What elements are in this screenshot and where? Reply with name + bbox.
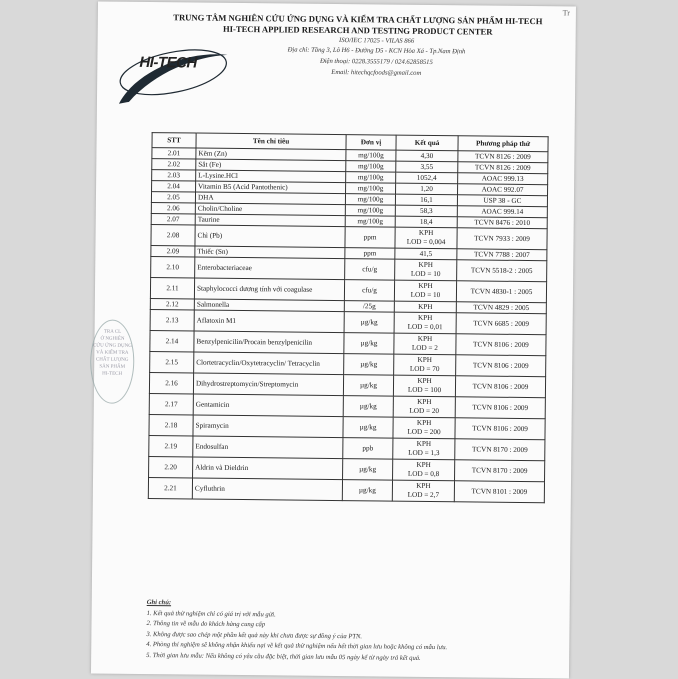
cell-unit: cfu/g <box>345 259 395 281</box>
cell-name: Clortetracyclin/Oxytetracyclin/ Tetracyclin <box>194 352 344 375</box>
result-value: 18,4 <box>419 217 433 226</box>
letterhead <box>98 11 576 77</box>
cell-unit: µg/kg <box>342 480 392 502</box>
cell-name: Gentamicin <box>193 394 343 417</box>
note-item: 5. Thời gian lưu mẫu: Nếu không có yêu cầu đặc biệt, thời gian lưu mẫu 05 ngày kể từ ngày trả kết quả. <box>146 652 421 662</box>
email-line: Email: hitechqcfoods@gmail.com <box>331 68 422 77</box>
org-name-en: HI-TECH APPLIED RESEARCH AND TESTING PRODUCT CENTER <box>222 23 493 37</box>
cell-stt: 2.04 <box>152 181 196 192</box>
result-lod: LOD = 2,7 <box>407 490 440 500</box>
cell-result <box>395 248 457 260</box>
col-header-method: Phương pháp thử <box>458 136 548 152</box>
result-value: KPH <box>417 355 433 365</box>
results-table <box>148 132 549 503</box>
cell-name: Kẽm (Zn) <box>196 148 346 161</box>
cell-unit: mg/100g <box>346 161 396 173</box>
cell-unit: mg/100g <box>345 216 395 228</box>
cell-stt: 2.10 <box>151 257 195 278</box>
cell-unit: mg/100g <box>345 194 395 206</box>
cell-stt: 2.01 <box>152 148 196 159</box>
cell-name: Vitamin B5 (Acid Pantothenic) <box>196 181 346 194</box>
cell-method: AOAC 992.07 <box>458 184 548 196</box>
note-item: 1. Kết quả thử nghiệm chỉ có giá trị với mẫu gửi. <box>146 609 276 618</box>
result-lod: LOD = 100 <box>407 385 442 395</box>
cell-stt: 2.15 <box>150 352 194 373</box>
seal-text: Ở NGHIÊN <box>100 336 125 342</box>
result-value: 41,5 <box>419 249 433 258</box>
cell-result <box>394 354 456 376</box>
org-name-vn: TRUNG TÂM NGHIÊN CỨU ỨNG DỤNG VÀ KIỂM TRA CHẤT LƯỢNG SẢN PHẨM HI-TECH <box>173 12 543 27</box>
cell-name: DHA <box>195 192 345 205</box>
cell-unit: µg/kg <box>343 417 393 439</box>
cell-name: Enterobacteriaceae <box>195 257 345 280</box>
cell-stt: 2.21 <box>148 478 192 499</box>
cell-name: Aldrin và Dieldrin <box>193 457 343 480</box>
cell-method: TCVN 4830-1 : 2005 <box>456 281 546 303</box>
cell-method: TCVN 8170 : 2009 <box>455 460 545 482</box>
result-lod: LOD = 200 <box>407 427 441 437</box>
cell-name: Staphylococci dương tính với coagulase <box>194 278 344 301</box>
result-lod: LOD = 70 <box>409 364 440 374</box>
cell-result <box>394 280 456 302</box>
col-header-result: Kết quả <box>396 135 458 151</box>
cell-result <box>394 312 456 334</box>
result-value: KPH <box>416 481 431 491</box>
result-value: 1052,4 <box>416 173 437 182</box>
partial-seal-stamp <box>90 319 135 403</box>
cell-stt: 2.03 <box>152 170 196 181</box>
address-line: Địa chỉ: Tầng 3, Lô H6 - Đường D5 - KCN Hòa Xá - Tp.Nam Định <box>287 46 466 56</box>
cell-result <box>395 259 457 281</box>
result-lod: LOD = 0,8 <box>407 469 440 479</box>
cell-method: TCVN 8106 : 2009 <box>456 355 546 377</box>
cell-stt: 2.17 <box>149 394 193 415</box>
cell-result <box>394 301 456 313</box>
cell-method: TCVN 8106 : 2009 <box>455 418 545 440</box>
logo-text: HI-TECH <box>139 53 197 72</box>
cell-name: Thiếc (Sn) <box>195 246 345 259</box>
cell-stt: 2.11 <box>150 278 194 299</box>
result-value: 16,1 <box>420 195 433 204</box>
result-value: KPH <box>417 313 433 323</box>
cell-unit: ppm <box>345 248 395 260</box>
col-header-unit: Đơn vị <box>346 135 396 151</box>
cell-unit: ppm <box>345 227 395 249</box>
result-value: KPH <box>416 418 432 428</box>
cell-method: TCVN 8106 : 2009 <box>455 397 545 419</box>
cell-result <box>393 417 455 439</box>
result-value: KPH <box>417 397 432 407</box>
cell-stt: 2.18 <box>149 415 193 436</box>
cell-name: Cholin/Choline <box>195 203 345 216</box>
cell-stt: 2.20 <box>149 457 193 478</box>
cell-name: Benzylpenicilin/Procain benzylpenicilin <box>194 331 344 354</box>
cell-stt: 2.16 <box>149 373 193 394</box>
result-value: KPH <box>418 302 433 311</box>
cell-unit: mg/100g <box>345 205 395 217</box>
cell-method: TCVN 8106 : 2009 <box>455 376 545 398</box>
cell-unit: ppb <box>343 438 393 460</box>
cell-stt: 2.09 <box>151 246 195 257</box>
result-value: KPH <box>416 439 432 449</box>
cell-result <box>395 194 457 206</box>
table-row <box>148 478 544 503</box>
result-lod: LOD = 10 <box>410 269 441 279</box>
cell-method: TCVN 8106 : 2009 <box>456 334 546 356</box>
note-item: 4. Phòng thí nghiệm sẽ không nhận khiếu nại về kết quả thử nghiệm nếu hết thời gian lưu hoặc không có mẫu lưu. <box>146 641 448 652</box>
cell-method: TCVN 8126 : 2009 <box>458 162 548 174</box>
cell-method: TCVN 8126 : 2009 <box>458 151 548 163</box>
cell-name: Salmonella <box>194 299 344 312</box>
result-value: KPH <box>418 281 433 291</box>
result-lod: LOD = 20 <box>409 406 440 416</box>
result-value: 1,20 <box>420 184 433 193</box>
cell-stt: 2.06 <box>151 203 195 214</box>
note-item: 3. Không được sao chép một phần kết quả này khi chưa được sự đồng ý của PTN. <box>146 630 363 641</box>
cell-unit: µg/kg <box>343 375 393 397</box>
cell-unit: µg/kg <box>343 459 393 481</box>
hitech-logo <box>115 42 234 113</box>
cell-result <box>394 333 456 355</box>
result-value: 4,30 <box>420 151 434 160</box>
cell-result <box>396 161 458 173</box>
cell-result <box>396 150 458 162</box>
cell-name: Chì (Pb) <box>195 225 345 248</box>
note-item: 2. Thông tin về mẫu do khách hàng cung cấp <box>146 620 266 629</box>
seal-text: VÀ KIỂM TRA <box>96 350 129 356</box>
cell-name: Cyfluthrin <box>192 478 342 501</box>
result-value: KPH <box>416 460 431 470</box>
result-value: KPH <box>418 260 434 270</box>
cell-stt: 2.13 <box>150 310 194 331</box>
cell-unit: µg/kg <box>344 333 394 355</box>
cell-name: Dihydrostreptomycin/Streptomycin <box>193 373 343 396</box>
cell-method: TCVN 4829 : 2005 <box>456 302 546 314</box>
cell-method: AOAC 999.14 <box>457 206 547 218</box>
seal-text: TRA CL <box>103 329 122 335</box>
cell-name: Endosulfan <box>193 436 343 459</box>
cell-name: Aflatoxin M1 <box>194 310 344 333</box>
cell-result <box>395 205 457 217</box>
corner-mark: Tr <box>562 8 570 18</box>
notes-title: Ghi chú: <box>146 599 172 607</box>
cell-unit: /25g <box>344 301 394 313</box>
cell-stt: 2.19 <box>149 436 193 457</box>
cell-method: USP 38 - GC <box>457 195 547 207</box>
cell-method: TCVN 6685 : 2009 <box>456 313 546 335</box>
col-header-stt: STT <box>152 133 196 148</box>
cell-result <box>392 480 454 502</box>
cell-unit: mg/100g <box>346 183 396 195</box>
cell-method: TCVN 8101 : 2009 <box>454 481 544 503</box>
cell-unit: cfu/g <box>344 280 394 302</box>
cell-result <box>395 227 457 249</box>
cell-stt: 2.02 <box>152 159 196 170</box>
seal-text: HI-TECH <box>102 371 123 377</box>
cell-unit: µg/kg <box>343 396 393 418</box>
result-value: 3,55 <box>420 162 434 171</box>
cell-stt: 2.07 <box>151 214 195 225</box>
cell-result <box>395 216 457 228</box>
cell-result <box>393 396 455 418</box>
cell-stt: 2.12 <box>150 299 194 310</box>
result-value: KPH <box>417 376 432 386</box>
notes-section <box>146 598 567 666</box>
cell-method: TCVN 7788 : 2007 <box>457 249 547 261</box>
seal-text: SẢN PHẨM <box>99 364 126 370</box>
cell-unit: mg/100g <box>346 172 396 184</box>
result-lod: LOD = 0,01 <box>407 322 443 332</box>
result-lod: LOD = 10 <box>410 290 441 300</box>
result-value: 58,3 <box>420 206 433 215</box>
iso-line: ISO/IEC 17025 - VILAS 866 <box>339 37 415 45</box>
cell-stt: 2.14 <box>150 331 194 352</box>
cell-result <box>396 183 458 195</box>
cell-result <box>393 438 455 460</box>
cell-result <box>396 172 458 184</box>
cell-method: TCVN 8170 : 2009 <box>455 439 545 461</box>
cell-method: TCVN 7933 : 2009 <box>457 228 547 250</box>
cell-result <box>393 375 455 397</box>
cell-method: TCVN 8476 : 2010 <box>457 217 547 229</box>
cell-name: Sắt (Fe) <box>196 159 346 172</box>
cell-stt: 2.05 <box>151 192 195 203</box>
cell-name: Spiramycin <box>193 415 343 438</box>
result-lod: LOD = 1,3 <box>408 448 440 458</box>
seal-text: CỨU ỨNG DỤNG <box>92 343 132 349</box>
cell-unit: mg/100g <box>346 150 396 162</box>
result-value: KPH <box>418 228 434 238</box>
document-page <box>91 1 576 678</box>
cell-unit: µg/kg <box>344 312 394 334</box>
cell-name: L-Lysine.HCl <box>196 170 346 183</box>
result-lod: LOD = 0,004 <box>406 237 446 247</box>
seal-text: CHẤT LƯỢNG <box>95 357 129 363</box>
logo-swoosh-icon <box>115 42 234 113</box>
cell-stt: 2.08 <box>151 225 195 246</box>
result-lod: LOD = 2 <box>411 343 438 353</box>
cell-result <box>393 459 455 481</box>
cell-name: Taurine <box>195 214 345 227</box>
cell-method: AOAC 999.13 <box>458 173 548 185</box>
result-value: KPH <box>417 334 433 344</box>
cell-method: TCVN 5518-2 : 2005 <box>457 260 547 282</box>
col-header-name: Tên chỉ tiêu <box>196 133 346 150</box>
cell-unit: µg/kg <box>344 354 394 376</box>
phone-line: Điện thoại: 0228.3555179 / 024.62858515 <box>319 57 433 67</box>
